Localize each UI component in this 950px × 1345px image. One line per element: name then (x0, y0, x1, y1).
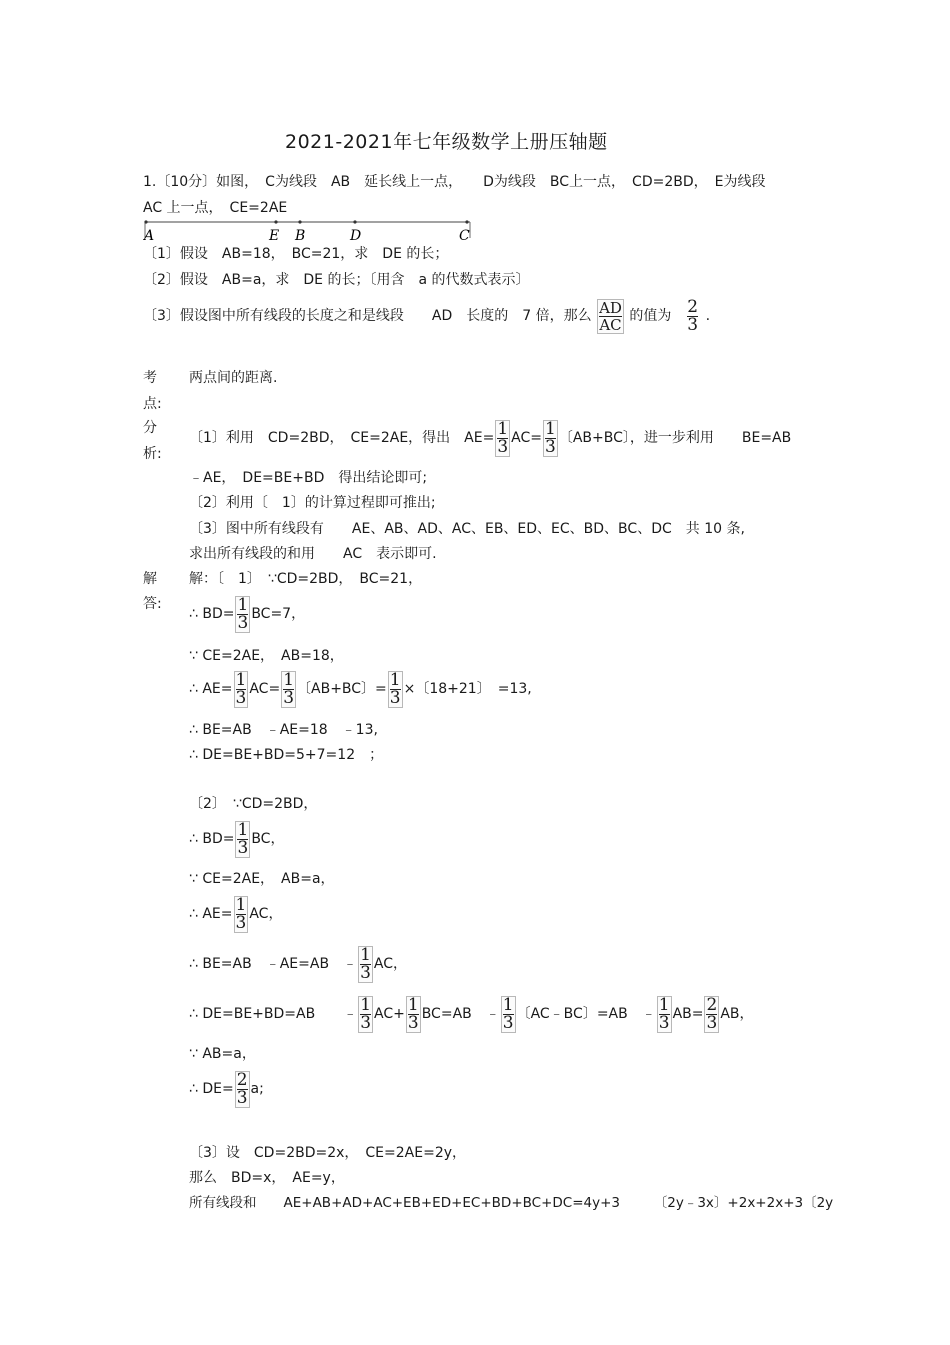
solution-line-4: ∴ AE= $\frac{1}{3}$ AC= $\frac{1}{3}$ 〔AB+BC〕= $\frac{1}{3}$ ×〔18+21〕 =13, (189, 669, 532, 708)
jieda-label-2: 答: (143, 596, 162, 612)
fraction-one-third: $\frac{1}{3}$ (497, 418, 509, 457)
part2-line-7: ∵ AB=a， (189, 1046, 256, 1062)
solution-line-5: ∴ BE=AB ﹣AE=18 ﹣13, (189, 722, 378, 738)
question-3-mid: 的值为 (629, 308, 672, 324)
segment-diagram (143, 220, 475, 244)
point-c-dot (465, 220, 468, 223)
solution-line-2: ∴ BD= $\frac{1}{3}$ BC=7， (189, 594, 306, 633)
kaodian-label-2: 点: (143, 396, 162, 412)
fraction-one-third: $\frac{1}{3}$ (407, 994, 419, 1033)
point-e-label: E (269, 228, 280, 244)
answer-fraction: $\frac{2}{3}$ (687, 296, 699, 335)
fraction-one-third: $\frac{1}{3}$ (235, 894, 247, 933)
solution-line-3: ∵ CE=2AE， AB=18， (189, 648, 344, 664)
fraction-one-third: $\frac{1}{3}$ (283, 669, 295, 708)
part2-line-3: ∵ CE=2AE， AB=a， (189, 871, 335, 887)
problem-stem-line1: 1.〔10分〕如图， C为线段 AB 延长线上一点， D为线段 BC上一点， CD=2BD， E为线段 (143, 174, 766, 190)
fenxi-line-2: ﹣AE， DE=BE+BD 得出结论即可; (189, 470, 428, 486)
fraction-one-third: $\frac{1}{3}$ (502, 994, 514, 1033)
question-3-text: 〔3〕假设图中所有线段的长度之和是线段 AD 长度的 7 倍，那么 (143, 308, 592, 324)
part2-line-1: 〔2〕 ∵CD=2BD， (189, 796, 318, 812)
fenxi-line-1: 〔1〕利用 CD=2BD， CE=2AE，得出 AE= $\frac{1}{3}$ AC= $\frac{1}{3}$ 〔AB+BC〕，进一步利用 BE=AB (189, 418, 792, 457)
kaodian-text: 两点间的距离. (189, 370, 278, 386)
fraction-two-thirds: $\frac{2}{3}$ (236, 1069, 248, 1108)
fenxi-line-4: 〔3〕图中所有线段有 AE、AB、AD、AC、EB、ED、EC、BD、BC、DC 共 10 条, (189, 521, 745, 537)
ratio-ad-ac: $\frac{AD}{AC}$ (599, 298, 622, 334)
fraction-one-third: $\frac{1}{3}$ (360, 994, 372, 1033)
part3-line-2: 那么 BD=x， AE=y， (189, 1170, 345, 1186)
fraction-one-third: $\frac{1}{3}$ (389, 669, 401, 708)
kaodian-label-1: 考 (143, 370, 157, 386)
point-a-label: A (144, 228, 155, 244)
point-d-label: D (350, 228, 362, 244)
fenxi-label-2: 析: (143, 446, 162, 462)
fenxi-label-1: 分 (143, 420, 157, 436)
fenxi-line-5: 求出所有线段的和用 AC 表示即可. (189, 546, 437, 562)
part3-line-3: 所有线段和 AE+AB+AD+AC+EB+ED+EC+BD+BC+DC=4y+3 〔2y﹣3x〕+2x+2x+3〔2y (189, 1195, 834, 1211)
part2-line-4: ∴ AE= $\frac{1}{3}$ AC， (189, 894, 283, 933)
question-3-end: . (705, 308, 711, 324)
point-b-label: B (295, 228, 306, 244)
fenxi-line-3: 〔2〕利用〔 1〕的计算过程即可推出; (189, 495, 436, 511)
solution-line-6: ∴ DE=BE+BD=5+7=12 ； (189, 747, 384, 763)
fraction-one-third: $\frac{1}{3}$ (237, 594, 249, 633)
solution-line-1: 解：〔 1〕 ∵CD=2BD， BC=21， (189, 571, 423, 587)
problem-stem-line2: AC 上一点， CE=2AE (143, 200, 288, 216)
fraction-one-third: $\frac{1}{3}$ (658, 994, 670, 1033)
part3-line-1: 〔3〕设 CD=2BD=2x， CE=2AE=2y， (189, 1145, 467, 1161)
fraction-one-third: $\frac{1}{3}$ (545, 418, 556, 457)
point-d-dot (353, 220, 356, 223)
jieda-label-1: 解 (143, 571, 157, 587)
question-3 (143, 296, 710, 336)
question-1: 〔1〕假设 AB=18， BC=21，求 DE 的长； (143, 246, 449, 262)
point-c-label: C (459, 228, 470, 244)
page-title: 2021-2021年七年级数学上册压轴题 (285, 131, 608, 153)
part2-line-5: ∴ BE=AB ﹣AE=AB ﹣ $\frac{1}{3}$ AC， (189, 944, 407, 983)
fraction-two-thirds: $\frac{2}{3}$ (706, 994, 718, 1033)
point-a-dot (144, 220, 147, 223)
question-2: 〔2〕假设 AB=a，求 DE 的长；〔用含 a 的代数式表示〕 (143, 272, 530, 288)
point-b-dot (298, 220, 301, 223)
part2-line-6: ∴ DE=BE+BD=AB ﹣ $\frac{1}{3}$ AC+ $\frac{1}{3}$ BC=AB ﹣ $\frac{1}{3}$ 〔AC﹣BC〕=AB ﹣ $\frac{1}{3}$ AB= $\frac{2}{3}$ AB， (189, 994, 754, 1033)
fraction-one-third: $\frac{1}{3}$ (235, 669, 247, 708)
point-e-dot (274, 220, 277, 223)
fraction-one-third: $\frac{1}{3}$ (360, 944, 371, 983)
part2-line-8: ∴ DE= $\frac{2}{3}$ a; (189, 1069, 264, 1108)
part2-line-2: ∴ BD= $\frac{1}{3}$ BC， (189, 819, 285, 858)
fraction-one-third: $\frac{1}{3}$ (237, 819, 249, 858)
